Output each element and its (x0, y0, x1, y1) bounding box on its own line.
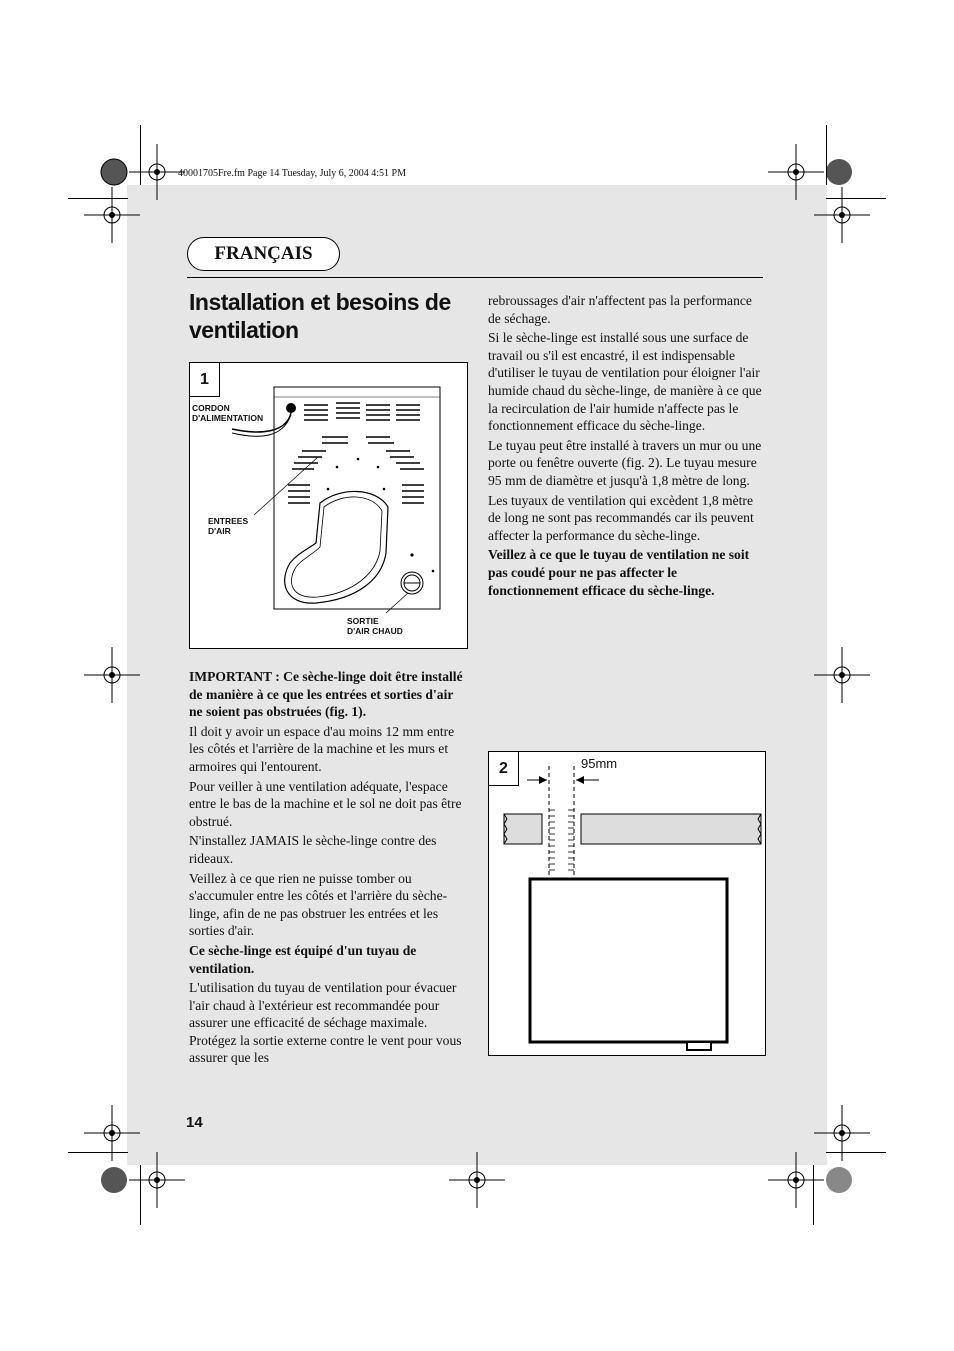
cord-label-2: D'ALIMENTATION (192, 413, 264, 423)
right-column (488, 292, 764, 601)
figure-1-number: 1 (190, 363, 220, 397)
language-tab: FRANÇAIS (187, 237, 340, 271)
trim-line (140, 125, 141, 185)
paragraph: IMPORTANT : Ce sèche-linge doit être installé de manière à ce que les entrées et sorties d'air ne soient pas obstruées (fig. 1). (189, 669, 463, 720)
paragraph: N'installez JAMAIS le sèche-linge contre des rideaux. (189, 833, 437, 866)
paragraph: Les tuyaux de ventilation qui excèdent 1,8 mètre de long ne sont pas recommandés car ils peuvent affecter la performance du sèche-linge. (488, 492, 754, 543)
figure-2-number: 2 (489, 752, 519, 786)
crosshair-icon (82, 185, 142, 245)
paragraph: Pour veiller à une ventilation adéquate, l'espace entre le bas de la machine et le sol ne doit pas être obstrué. (189, 778, 462, 829)
crosshair-icon (812, 185, 872, 245)
paragraph: Veillez à ce que le tuyau de ventilation ne soit pas coudé pour ne pas affecter le fonctionnement efficace du sèche-linge. (488, 547, 750, 598)
header-rule (187, 277, 763, 278)
crosshair-icon (82, 645, 142, 705)
paragraph: rebroussages d'air n'affectent pas la performance de séchage. (488, 293, 752, 326)
page-title: Installation et besoins de ventilation (189, 289, 451, 343)
trim-line (68, 1152, 128, 1153)
registration-mark-icon (809, 1150, 869, 1210)
dimension-label: 95mm (581, 756, 618, 771)
trim-line (68, 198, 128, 199)
figure-1 (189, 362, 468, 649)
vent-hose-diagram (489, 752, 767, 1057)
intake-label-2: D'AIR (208, 526, 231, 536)
outlet-label-1: SORTIE (347, 616, 379, 626)
dryer-back-diagram (190, 363, 469, 650)
crosshair-icon (127, 1150, 187, 1210)
intake-label-1: ENTREES (208, 516, 249, 526)
trim-line (813, 1165, 814, 1225)
left-column (189, 668, 465, 1069)
trim-line (826, 198, 886, 199)
paragraph: Si le sèche-linge est installé sous une surface de travail ou s'il est encastré, il est indispensable d'utiliser le tuyau de ventilation pour éloigner l'air humide chaud du sèche-linge, de manière à ce que la recirculation de l'air humide n'affecte pas le fonctionnement efficace du sèche-linge. (488, 330, 762, 434)
cord-label-1: CORDON (192, 403, 230, 413)
paragraph: L'utilisation du tuyau de ventilation pour évacuer l'air chaud à l'extérieur est recommandée pour assurer une efficacité de séchage maximale. Protégez la sortie externe contre le vent pour vous assurer que les (189, 980, 462, 1066)
paragraph: Le tuyau peut être installé à travers un mur ou une porte ou fenêtre ouverte (fig. 2). Le tuyau mesure 95 mm de diamètre et jusqu'à 1,8 mètre de long. (488, 437, 762, 488)
crosshair-icon (447, 1150, 507, 1210)
figure-2 (488, 751, 766, 1056)
page-number: 14 (186, 1114, 203, 1131)
trim-line (826, 125, 827, 185)
file-info-header: 40001705Fre.fm Page 14 Tuesday, July 6, 2004 4:51 PM (178, 168, 406, 179)
trim-line (140, 1165, 141, 1225)
paragraph: Il doit y avoir un espace d'au moins 12 mm entre les côtés et l'arrière de la machine et les murs et armoires qui l'entourent. (189, 723, 455, 774)
trim-line (826, 1152, 886, 1153)
paragraph: Ce sèche-linge est équipé d'un tuyau de ventilation. (189, 942, 417, 976)
crosshair-icon (812, 645, 872, 705)
paragraph: Veillez à ce que rien ne puisse tomber ou s'accumuler entre les côtés et l'arrière du sèche-linge, afin de ne pas obstruer les entrées et les sorties d'air. (189, 870, 448, 939)
outlet-label-2: D'AIR CHAUD (347, 626, 403, 636)
